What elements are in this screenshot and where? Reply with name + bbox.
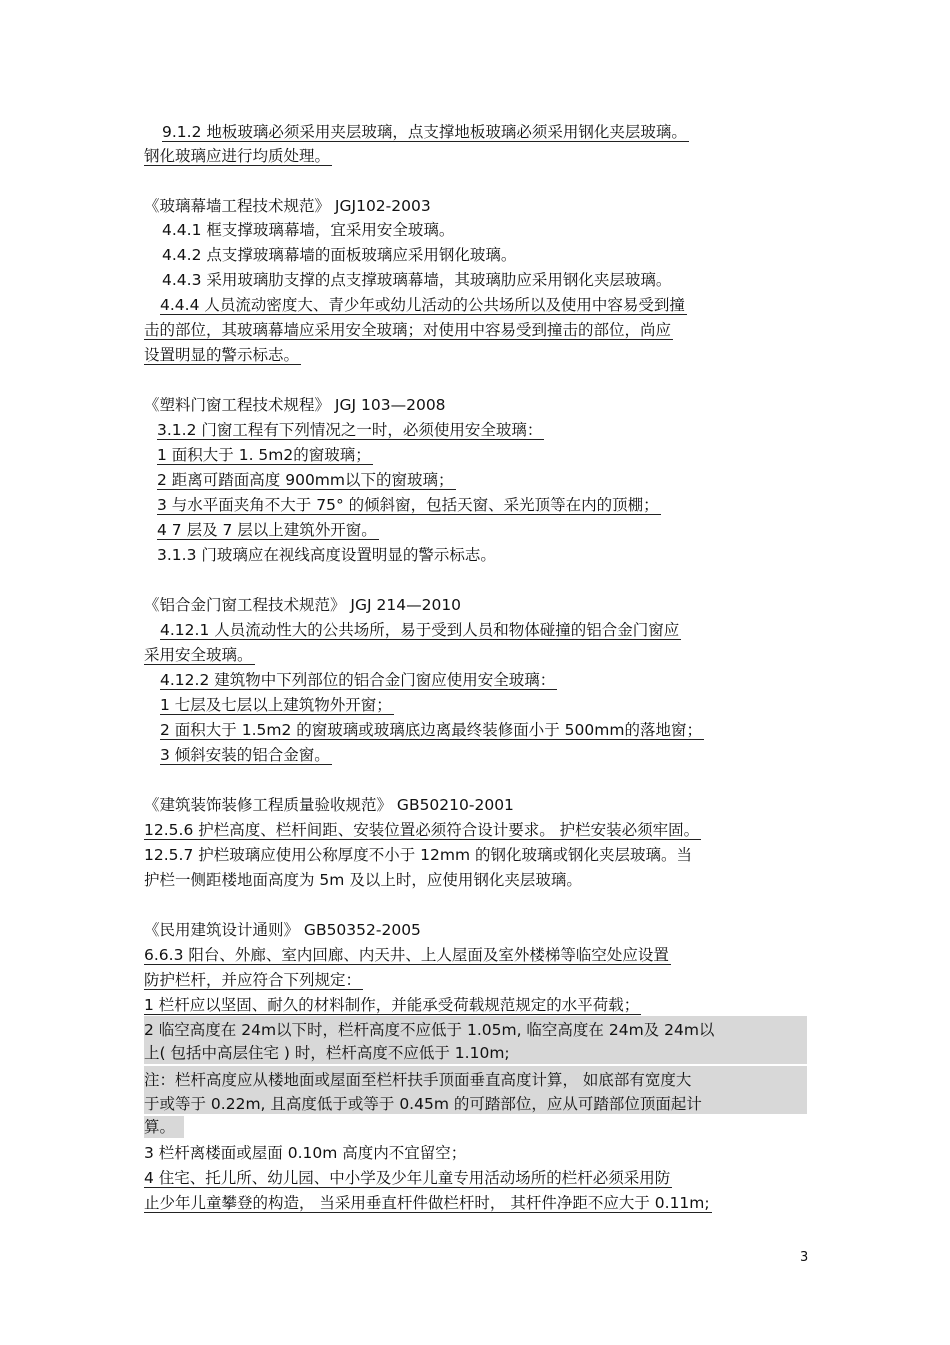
text-span: 2 临空高度在 24m以下时，栏杆高度不应低于 1.05m, 临空高度在 24m及 24m以 <box>144 1021 715 1039</box>
line-9-1-2-cont <box>144 145 374 167</box>
line-note-cont1 <box>144 1093 702 1115</box>
line-4-12-1-cont <box>144 644 255 666</box>
text-span: 《民用建筑设计通则》 GB50352-2005 <box>144 921 421 939</box>
text-span: 3.1.2 门窗工程有下列情况之一时，必须使用安全玻璃： <box>157 421 543 439</box>
heading-jgj103 <box>144 394 446 416</box>
text-span: 12.5.7 护栏玻璃应使用公称厚度不小于 12mm 的钢化玻璃或钢化夹层玻璃。当 <box>144 846 693 864</box>
text-span: 钢化玻璃应进行均质处理。 <box>144 147 331 165</box>
text-span: 《塑料门窗工程技术规程》 JGJ 103—2008 <box>144 396 446 414</box>
text-span: 算。 <box>144 1118 176 1136</box>
line-12-5-6 <box>144 819 701 841</box>
line-3-1-2-item4 <box>157 519 379 541</box>
heading-gb50352 <box>144 919 421 941</box>
text-span: 9.1.2 地板玻璃必须采用夹层玻璃，点支撑地板玻璃必须采用钢化夹层玻璃。 <box>162 123 687 141</box>
text-span: 注：栏杆高度应从楼地面或屋面至栏杆扶手顶面垂直高度计算， 如底部有宽度大 <box>144 1071 692 1089</box>
line-4-4-2 <box>162 244 516 266</box>
page-number: 3 <box>800 1250 809 1265</box>
line-3-1-2-item1 <box>157 444 373 466</box>
line-4-4-3 <box>162 269 671 291</box>
text-span: 设置明显的警示标志。 <box>144 346 300 364</box>
heading-jgj102 <box>144 195 431 217</box>
line-12-5-7 <box>144 844 692 866</box>
text-span: 3 倾斜安装的铝合金窗。 <box>160 746 330 764</box>
text-span: 3 与水平面夹角不大于 75° 的倾斜窗，包括天窗、采光顶等在内的顶棚； <box>157 496 659 514</box>
line-4-12-2-item3 <box>160 744 332 766</box>
text-span: 1 栏杆应以坚固、耐久的材料制作，并能承受荷载规范规定的水平荷载； <box>144 996 640 1014</box>
line-6-6-3-item3 <box>144 1142 466 1164</box>
text-span: 护栏一侧距楼地面高度为 5m 及以上时，应使用钢化夹层玻璃。 <box>144 871 582 889</box>
text-span: 采用安全玻璃。 <box>144 646 253 664</box>
line-6-6-3-cont <box>144 969 363 991</box>
text-span: 防护栏杆，并应符合下列规定： <box>144 971 362 989</box>
line-3-1-2 <box>157 419 544 441</box>
text-span: 4 7 层及 7 层以上建筑外开窗。 <box>157 521 377 539</box>
text-span: 4.4.2 点支撑玻璃幕墙的面板玻璃应采用钢化玻璃。 <box>162 246 517 264</box>
line-12-5-7-cont <box>144 869 582 891</box>
line-3-1-2-item2 <box>157 469 456 491</box>
text-span: 止少年儿童攀登的构造， 当采用垂直杆件做栏杆时， 其杆件净距不应大于 0.11m; <box>144 1194 710 1212</box>
line-4-12-1 <box>160 619 681 641</box>
text-span: 《建筑装饰装修工程质量验收规范》 GB50210-2001 <box>144 796 514 814</box>
line-6-6-3-item4-cont <box>144 1192 712 1214</box>
line-6-6-3-item2 <box>144 1019 714 1041</box>
heading-gb50210 <box>144 794 514 816</box>
line-4-12-2-item2 <box>160 719 704 741</box>
text-span: 3.1.3 门玻璃应在视线高度设置明显的警示标志。 <box>157 546 496 564</box>
heading-jgj214 <box>144 594 461 616</box>
text-span: 6.6.3 阳台、外廊、室内回廊、内天井、上人屋面及室外楼梯等临空处应设置 <box>144 946 669 964</box>
text-span: 2 距离可踏面高度 900mm以下的窗玻璃； <box>157 471 454 489</box>
line-note <box>144 1069 691 1091</box>
line-3-1-2-item3 <box>157 494 661 516</box>
line-6-6-3-item1 <box>144 994 641 1016</box>
text-span: 4 住宅、托儿所、幼儿园、中小学及少年儿童专用活动场所的栏杆必须采用防 <box>144 1169 671 1187</box>
text-span: 2 面积大于 1.5m2 的窗玻璃或玻璃底边离最终装修面小于 500mm的落地窗； <box>160 721 702 739</box>
line-4-4-4-cont1 <box>144 319 673 341</box>
text-span: 4.4.1 框支撑玻璃幕墙，宜采用安全玻璃。 <box>162 221 455 239</box>
line-6-6-3 <box>144 944 671 966</box>
text-span: 于或等于 0.22m, 且高度低于或等于 0.45m 的可踏部位，应从可踏部位顶面起计 <box>144 1095 702 1113</box>
text-span: 击的部位，其玻璃幕墙应采用安全玻璃；对使用中容易受到撞击的部位，尚应 <box>144 321 672 339</box>
text-span: 4.12.1 人员流动性大的公共场所，易于受到人员和物体碰撞的铝合金门窗应 <box>160 621 680 639</box>
text-span: 12.5.6 护栏高度、栏杆间距、安装位置必须符合设计要求。 护栏安装必须牢固。 <box>144 821 700 839</box>
text-span: 1 面积大于 1. 5m2的窗玻璃； <box>157 446 371 464</box>
text-span: 《铝合金门窗工程技术规范》 JGJ 214—2010 <box>144 596 462 614</box>
text-span: 4.4.4 人员流动密度大、青少年或幼儿活动的公共场所以及使用中容易受到撞 <box>160 296 685 314</box>
line-9-1-2 <box>162 121 805 143</box>
line-4-4-1 <box>162 219 454 241</box>
line-6-6-3-item4 <box>144 1167 672 1189</box>
text-span: 4.12.2 建筑物中下列部位的铝合金门窗应使用安全玻璃： <box>160 671 556 689</box>
line-note-cont2 <box>144 1116 175 1138</box>
line-4-12-2 <box>160 669 557 691</box>
line-4-4-4-cont2 <box>144 344 301 366</box>
line-3-1-3 <box>157 544 496 566</box>
line-4-4-4 <box>160 294 687 316</box>
text-span: 4.4.3 采用玻璃肋支撑的点支撑玻璃幕墙，其玻璃肋应采用钢化夹层玻璃。 <box>162 271 672 289</box>
text-span: 上( 包括中高层住宅 ) 时，栏杆高度不应低于 1.10m; <box>144 1044 510 1062</box>
line-6-6-3-item2-cont <box>144 1042 510 1064</box>
text-span: 1 七层及七层以上建筑物外开窗； <box>160 696 392 714</box>
text-span: 《玻璃幕墙工程技术规范》 JGJ102-2003 <box>144 197 431 215</box>
line-4-12-2-item1 <box>160 694 394 716</box>
text-span: 3 栏杆离楼面或屋面 0.10m 高度内不宜留空； <box>144 1144 467 1162</box>
